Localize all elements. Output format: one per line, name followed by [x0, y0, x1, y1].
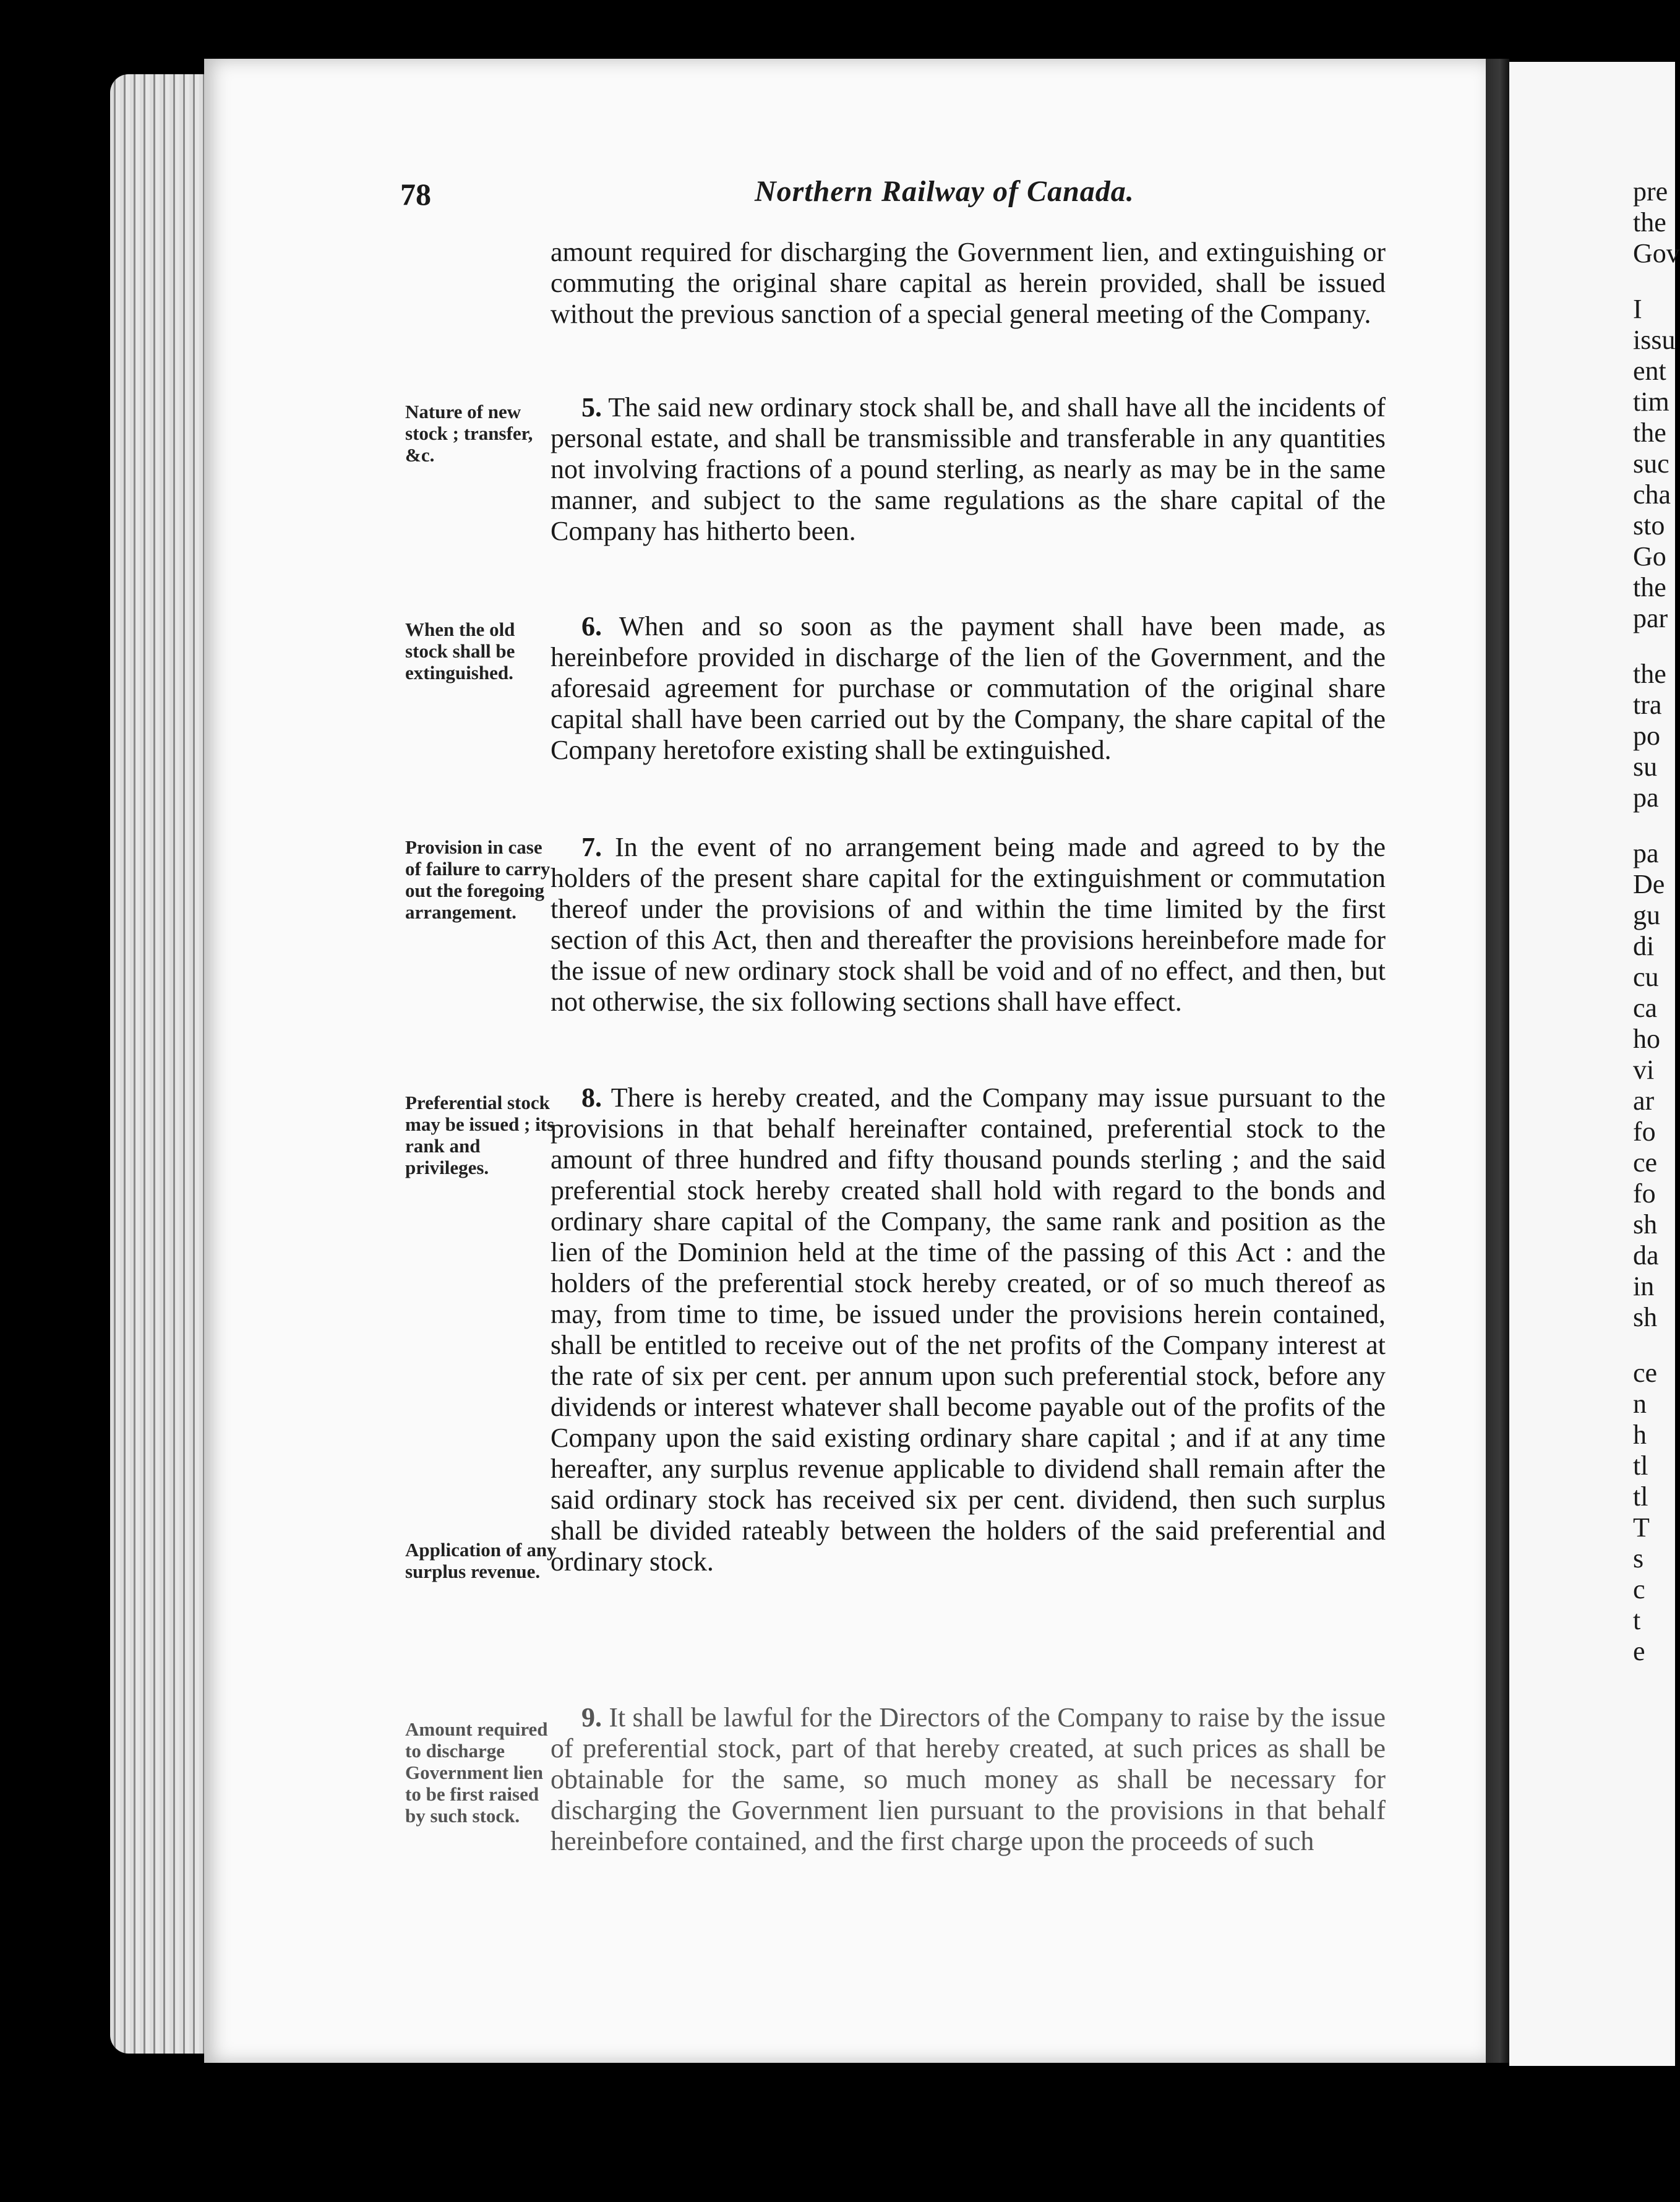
facing-page-fragment: the	[1633, 659, 1666, 689]
facing-page-fragment: vi	[1633, 1055, 1655, 1085]
facing-page-fragment: tl	[1633, 1481, 1648, 1512]
facing-page-fragment: t	[1633, 1605, 1641, 1635]
section-6-number: 6.	[581, 611, 602, 641]
facing-page-fragment: cha	[1633, 479, 1671, 510]
section-9-number: 9.	[581, 1702, 602, 1733]
margin-note-surplus-revenue: Application of any surplus revenue.	[405, 1539, 557, 1582]
margin-note-section-9: Amount required to discharge Government lien to be first raised by such stock.	[405, 1718, 548, 1827]
page-gutter-shadow	[1486, 59, 1509, 2063]
section-7-paragraph	[551, 832, 1386, 1017]
facing-page-fragment: s	[1633, 1543, 1644, 1574]
facing-page-fragment: po	[1633, 721, 1660, 751]
facing-page-fragment: ca	[1633, 993, 1658, 1023]
opening-paragraph	[551, 237, 1386, 330]
section-9-text: It shall be lawful for the Directors of the Company to raise by the issue of preferential stock, part of that hereby created, at such prices as shall be obtainable for the same, so much money as shall be necessary for discharging the Government lien pursuant to the provisions in that behalf hereinbefore contained, and the first charge upon the proceeds of such	[551, 1702, 1386, 1856]
facing-page-fragment: De	[1633, 869, 1665, 899]
facing-page-fragment: sto	[1633, 510, 1665, 541]
facing-page-fragment: gu	[1633, 900, 1660, 930]
facing-page-fragment: e	[1633, 1636, 1645, 1666]
running-title: Northern Railway of Canada.	[755, 175, 1134, 208]
section-5-number: 5.	[581, 392, 602, 422]
section-5-text: The said new ordinary stock shall be, and shall have all the incidents of personal estate, and shall be transmissible and transferable in any quantities not involving fractions of a pound sterling, as nearly as may be in the same manner, and subject to the same regulations as the share capital of the Company has hitherto been.	[551, 392, 1386, 546]
facing-page-fragment: Go	[1633, 541, 1666, 572]
facing-page-fragment: n	[1633, 1389, 1647, 1419]
section-5-paragraph	[551, 392, 1386, 547]
section-9-paragraph	[551, 1702, 1386, 1857]
facing-page-fragment: fo	[1633, 1178, 1656, 1209]
facing-page-fragment: tim	[1633, 387, 1669, 417]
facing-page-fragment: the	[1633, 207, 1666, 238]
facing-page-fragment: sh	[1633, 1209, 1658, 1240]
facing-page-fragment: ce	[1633, 1147, 1658, 1178]
facing-page-fragment: issu	[1633, 325, 1676, 355]
margin-note-section-6: When the old stock shall be extinguished.	[405, 619, 515, 683]
page-number: 78	[400, 177, 431, 212]
facing-page-fragment: tl	[1633, 1450, 1648, 1481]
facing-page-fragment: c	[1633, 1574, 1645, 1604]
facing-page-fragment: T	[1633, 1512, 1650, 1543]
facing-page-fragment: h	[1633, 1420, 1647, 1450]
section-8-number: 8.	[581, 1082, 602, 1113]
facing-page	[1509, 62, 1680, 2066]
facing-page-fragment: I	[1633, 294, 1642, 324]
section-6-text: When and so soon as the payment shall have been made, as hereinbefore provided in discharge of the lien of the Government, and the aforesaid agreement for purchase or commutation of the original share capital shall have been carried out by the Company, the share capital of the Company heretofore existing shall be extinguished.	[551, 611, 1386, 765]
facing-page-fragment: ce	[1633, 1358, 1658, 1388]
margin-note-section-5: Nature of new stock ; transfer, &c.	[405, 401, 533, 466]
facing-page-fragment: the	[1633, 572, 1666, 602]
facing-page-fragment: par	[1633, 603, 1668, 633]
section-7-number: 7.	[581, 832, 602, 862]
facing-page-fragment: su	[1633, 752, 1658, 782]
section-8-text: There is hereby created, and the Company may issue pursuant to the provisions in that behalf hereinafter contained, preferential stock to the amount of three hundred and fifty thousand pounds sterling ; and the said preferential stock hereby created shall hold with regard to the bonds and ordinary share capital of the Company, the same rank and position as the lien of the Dominion held at the time of the passing of this Act : and the holders of the preferential stock hereby created, or of so much thereof as may, from time to time, be issued under the provisions herein contained, shall be entitled to receive out of the net profits of the Company interest at the rate of six per cent. per annum upon such preferential stock, before any dividends or interest whatever shall become payable out of the profits of the Company upon the said existing ordinary share capital ; and if at any time hereafter, any surplus revenue applicable to dividend shall remain after the said ordinary stock has received six per cent. dividend, then such surplus shall be divided rateably between the holders of the said preferential and ordinary stock.	[551, 1082, 1386, 1577]
facing-page-fragment: suc	[1633, 448, 1669, 479]
margin-note-section-8: Preferential stock may be issued ; its rank and privileges.	[405, 1092, 555, 1178]
facing-page-fragment: ho	[1633, 1024, 1660, 1054]
opening-paragraph-text: amount required for discharging the Government lien, and extinguishing or commuting the original share capital as herein provided, shall be issued without the previous sanction of a special general meeting of the Company.	[551, 237, 1386, 329]
section-8-paragraph	[551, 1082, 1386, 1577]
facing-page-fragment: fo	[1633, 1116, 1656, 1147]
section-7-text: In the event of no arrangement being made and agreed to by the holders of the present share capital for the extinguishment or commutation thereof under the provisions of and within the time limited by the first section of this Act, then and thereafter the provisions hereinbefore made for the issue of new ordinary stock shall be void and of no effect, and then, but not otherwise, the six following sections shall have effect.	[551, 832, 1386, 1017]
facing-page-fragment: pre	[1633, 176, 1668, 207]
facing-page-fragment: pa	[1633, 782, 1659, 813]
facing-page-fragment: the	[1633, 418, 1666, 448]
margin-note-section-7: Provision in case of failure to carry out the foregoing arrangement.	[405, 836, 551, 923]
facing-page-fragment: ent	[1633, 356, 1666, 386]
facing-page-fragment: ar	[1633, 1086, 1655, 1116]
facing-page-fragment: cu	[1633, 962, 1659, 992]
facing-page-fragment: di	[1633, 931, 1655, 961]
facing-page-fragment: pa	[1633, 838, 1659, 868]
facing-page-fragment: tra	[1633, 690, 1662, 720]
facing-page-fragment: sh	[1633, 1302, 1658, 1332]
facing-page-fragment: Gov	[1633, 238, 1680, 268]
section-6-paragraph	[551, 611, 1386, 766]
facing-page-fragment: in	[1633, 1271, 1655, 1301]
facing-page-fragment: da	[1633, 1240, 1659, 1270]
